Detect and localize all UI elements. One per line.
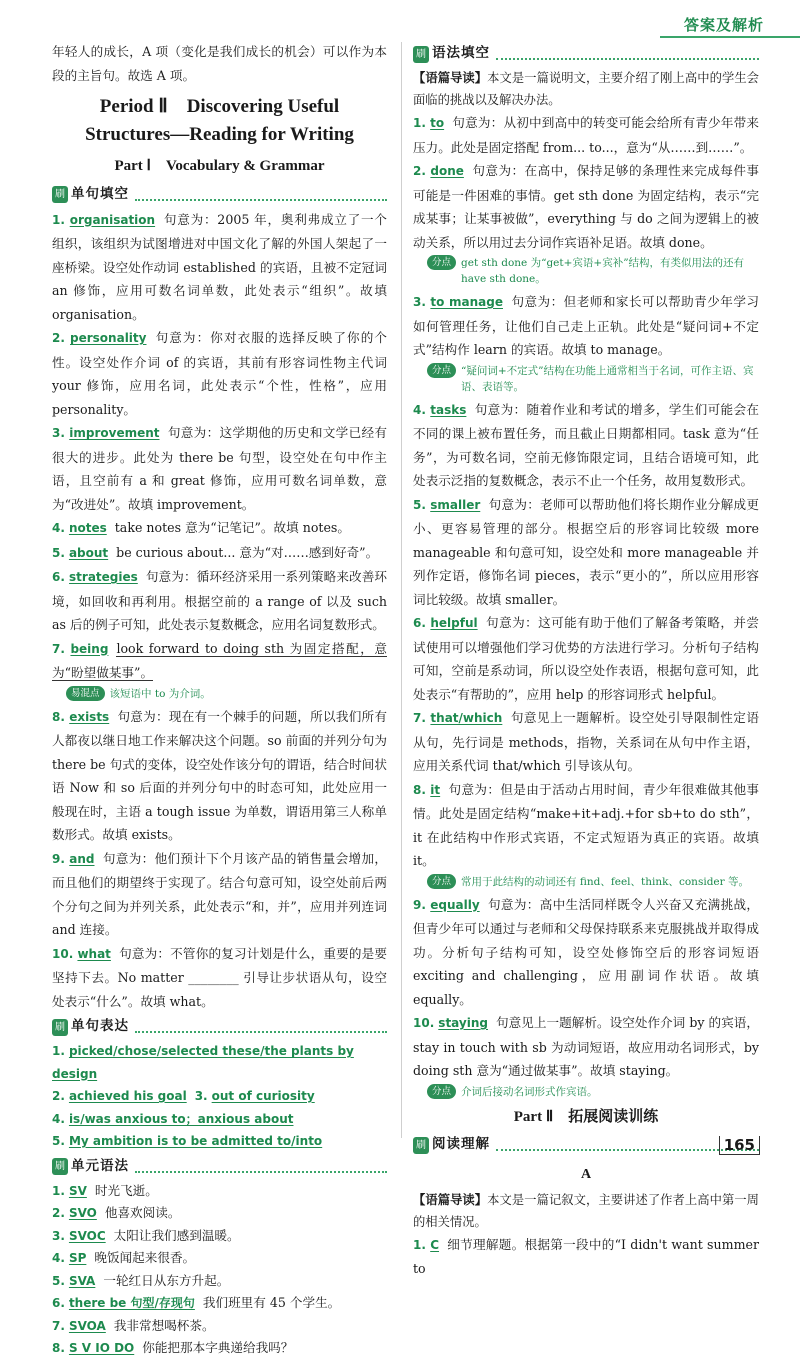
- item-number: 3.: [52, 1228, 65, 1243]
- section-title: 语法填空: [432, 45, 490, 62]
- dotted-rule: [135, 1021, 387, 1033]
- tip-note: 分点 介词后接动名词形式作宾语。: [427, 1084, 759, 1100]
- item-number: 6.: [52, 570, 65, 584]
- period-title-line1: Period Ⅱ Discovering Useful: [99, 96, 340, 117]
- item-text: 句意为：循环经济采用一系列策略来改善环境，如回收和再利用。根据空前的 a range of 以及 such as 后的例子可知，此处表示复数概念，应用名词复数形式。: [52, 569, 387, 632]
- answer: helpful: [430, 616, 478, 630]
- answer: there be 句型/存现句: [68, 1296, 195, 1310]
- item-number: 2.: [52, 1206, 65, 1220]
- banner-title: 答案及解析: [683, 16, 764, 34]
- section-fill-blank: [52, 183, 387, 207]
- answer: SVA: [68, 1273, 96, 1288]
- item-number: 7.: [413, 711, 426, 725]
- item-text: 你能把那本字典递给我吗？: [142, 1340, 294, 1355]
- item-text: take notes 意为“记笔记”。故填 notes。: [114, 520, 350, 535]
- answer: exists: [69, 709, 110, 724]
- item-number: 8.: [52, 1341, 65, 1355]
- answer: SVOC: [68, 1228, 106, 1243]
- item-text: 句意为：他们预计下个月该产品的销售量会增加，而且他们的期望终于实现了。结合句意可知，设空处前后两个分句之间为并列关系，此处表示“和，并”，应用并列连词 and 连接。: [52, 850, 387, 937]
- list-item: [52, 516, 387, 541]
- item-number: 5.: [413, 497, 426, 512]
- list-item: [52, 1202, 387, 1225]
- list-item: [52, 326, 387, 421]
- item-text: 句意为：现在有一个棘手的问题，所以我们所有人都夜以继日地工作来解决这个问题。so 前面的并列分句为 there be 句式的变体，设空处作该分句的谓语，结合时间状语 Now 和 so 后面的并列分句中的时态可知，此处应用一般现在时，主语 a tough issue 为单数，谓语用第三人称单数形式。故填 exists。: [52, 708, 387, 842]
- answer: about: [68, 545, 109, 560]
- answer: smaller: [430, 497, 481, 512]
- part2-title: Part Ⅱ 拓展阅读训练: [513, 1108, 659, 1125]
- item-text: 句意为：不管你的复习计划是什么，重要的是要坚持下去。No matter ________ 引导让步状语从句，设空处表示“什么”。故填 what。: [52, 945, 387, 1009]
- list-item: [52, 705, 387, 847]
- item-text: 晚饭闻起来很香。: [94, 1250, 196, 1265]
- list-item: 4. is/was anxious to；anxious about: [52, 1111, 294, 1126]
- column-divider: [401, 42, 402, 1138]
- list-item: 1. to 句意为：从初中到高中的转变可能会给所有青少年带来压力。此处是固定搭配 from... to...，意为“从……到……”。: [413, 115, 759, 155]
- brush-icon: 刷: [52, 186, 68, 203]
- right-column: [413, 40, 759, 1281]
- answer: that/which: [430, 711, 503, 725]
- item-text: 他喜欢阅读。: [104, 1205, 181, 1220]
- passage-guide: 【语篇导读】本文是一篇说明文，主要介绍了刚上高中的学生会面临的挑战以及解决办法。: [413, 71, 759, 107]
- list-item: [52, 421, 387, 516]
- brush-icon: 刷: [413, 46, 429, 63]
- dotted-rule: [496, 48, 759, 60]
- part1-title: Part Ⅰ Vocabulary & Grammar: [114, 158, 325, 174]
- answer: being: [70, 641, 109, 656]
- tip-text: 该短语中 to 为介词。: [109, 687, 211, 700]
- item-number: 3.: [52, 426, 65, 440]
- list-item: 9. equally 句意为：高中生活同样既令人兴奋又充满挑战，但青少年可以通过与老师和父母保持联系来克服挑战并取得成功。分析句子结构可知，设空处修饰空后的形容词短语 exciting and challenging，应用副词作状语。故填 equally。: [413, 896, 760, 1007]
- item-text: 一轮红日从东方升起。: [103, 1272, 230, 1288]
- section-title: 单句表达: [71, 1018, 129, 1035]
- item-text: 句意为：这学期他的历史和文学已经有很大的进步。此处为 there be 句型，设空处在句中作主语，且空前有 a 和 great 修饰，应用可数名词单数，意为“改进处”。故填 improvement。: [52, 425, 387, 512]
- intro-text: 年轻人的成长，A 项（变化是我们成长的机会）可以作为本段的主旨句。故选 A 项。: [52, 44, 387, 83]
- brush-icon: 刷: [413, 1137, 429, 1154]
- list-item: [52, 208, 387, 327]
- answer: notes: [68, 521, 107, 535]
- list-item: 1. picked/chose/selected these/the plants by design: [52, 1044, 354, 1081]
- list-item: [413, 398, 759, 493]
- section-reading: [413, 1133, 759, 1157]
- answer: improvement: [69, 426, 160, 440]
- item-number: 4.: [52, 1251, 65, 1265]
- item-text: 我们班里有 45 个学生。: [202, 1295, 341, 1310]
- list-item: 10. staying 句意见上一题解析。设空处作介词 by 的宾语，stay in touch with sb 为动词短语，故应用动名词形式，by doing sth 意为“通过做某事”。故填 staying。: [413, 1015, 759, 1078]
- item-text: 句意为：这可能有助于他们了解备考策略，并尝试使用可以增强他们学习优势的方法进行学习。分析句子结构可知，空前是系动词，所以设空处作表语，根据句意可知，此处表示“有帮助的”，应用 help 的形容词形式 helpful。: [413, 615, 759, 702]
- tip-note: [66, 686, 387, 702]
- item-number: 8.: [52, 709, 65, 724]
- answer: SVOA: [68, 1318, 106, 1333]
- list-item: [52, 541, 387, 566]
- list-item: [52, 1292, 387, 1315]
- item-number: 1.: [52, 212, 65, 227]
- list-item: [52, 847, 387, 942]
- period-title-line2: Structures—Reading for Writing: [85, 124, 354, 145]
- list-item: [52, 565, 387, 637]
- left-column: [52, 40, 387, 1360]
- item-text: 句意见上一题解析。设空处引导限制性定语从句，先行词是 methods，指物，关系词在从句中作主语，应用关系代词 that/which 引导该从句。: [413, 710, 759, 773]
- answer: and: [69, 851, 95, 866]
- item-number: 4.: [413, 402, 426, 417]
- dotted-rule: [135, 1161, 387, 1173]
- item-number: 10.: [52, 946, 74, 961]
- item-number: 1.: [52, 1183, 65, 1198]
- list-item: 8. it 句意为：但是由于活动占用时间，青少年很难做其他事情。此处是固定结构“make+it+adj.+for sb+to do sth”，it 在此结构中作形式宾语，不定式短语为真正的宾语。故填 it。: [413, 781, 760, 868]
- page-number: 165: [719, 1136, 760, 1155]
- list-item: 7. being look forward to doing sth 为固定搭配，意为“盼望做某事”。: [52, 640, 387, 680]
- tip-note: 分点 “疑问词+不定式”结构在功能上通常相当于名词，可作主语、宾语、表语等。: [427, 363, 759, 395]
- item-text: 句意为：你对衣服的选择反映了你的个性。设空处作介词 of 的宾语，其前有形容词性物主代词 your 修饰，应用名词，此处表示“个性，性格”，应用 personality。: [52, 330, 387, 417]
- list-item: [52, 1270, 387, 1293]
- item-number: 7.: [52, 1318, 65, 1333]
- section-grammar-fill: [413, 42, 759, 66]
- list-item: [52, 1247, 387, 1270]
- passage-label: A: [580, 1167, 592, 1182]
- item-number: 4.: [52, 521, 65, 535]
- answer: organisation: [69, 212, 156, 227]
- item-text: 我非常想喝杯茶。: [113, 1317, 215, 1333]
- item-number: 5.: [52, 1273, 65, 1288]
- answer: strategies: [69, 570, 138, 584]
- brush-icon: 刷: [52, 1158, 68, 1175]
- tip-note: 分点 常用于此结构的动词还有 find、feel、think、consider 等。: [427, 874, 759, 890]
- list-item: 2. done 句意为：在高中，保持足够的条理性来完成每件事可能是一件困难的事情。get sth done 为固定结构，表示“完成某事；让某事被做”，everything 与 do 之间为逻辑上的被动关系，所以用过去分词作宾语补足语。故填 done。: [413, 163, 759, 250]
- item-number: 6.: [52, 1296, 65, 1310]
- list-item: [52, 1337, 387, 1360]
- top-banner: [660, 8, 800, 38]
- list-item: [52, 1315, 387, 1338]
- answer: SP: [68, 1251, 87, 1265]
- item-text: 句意为：2005 年，奥利弗成立了一个组织，该组织为试图增进对中国文化了解的外国人架起了一座桥梁。设空处作动词 established 的宾语，且被不定冠词 an 修饰，应用可数名词单数，此处表示“组织”。故填 organisation。: [52, 211, 387, 322]
- item-number: 2.: [52, 331, 65, 345]
- item-text: 太阳让我们感到温暖。: [113, 1227, 240, 1243]
- item-text: be curious about... 意为“对……感到好奇”。: [116, 544, 379, 560]
- list-item: 3. to manage 句意为：但老师和家长可以帮助青少年学习如何管理任务，让他们自己走上正轨。此处是“疑问词+不定式”结构作 learn 的宾语。故填 to manage。: [413, 294, 759, 357]
- item-number: 6.: [413, 616, 426, 630]
- answer: what: [77, 946, 111, 961]
- answer: SV: [68, 1183, 87, 1198]
- section-title: 单句填空: [71, 185, 129, 202]
- list-item: 5. My ambition is to be admitted to/into: [52, 1134, 323, 1148]
- item-text: 句意为：随着作业和考试的增多，学生们可能会在不同的课上被布置任务，而且截止日期都相同。task 意为“任务”，为可数名词，空前无修饰限定词，且结合语境可知，此处表示泛指的复数概念，表示不止一个任务，故用复数形式。: [413, 401, 760, 488]
- list-item: 2. achieved his goal 3. out of curiosity: [52, 1089, 315, 1103]
- answer: SVO: [68, 1206, 97, 1220]
- answer: S V IO DO: [68, 1341, 135, 1355]
- answer: tasks: [430, 402, 467, 417]
- section-title: 单元语法: [71, 1157, 129, 1174]
- section-expression: [52, 1015, 387, 1039]
- section-grammar: [52, 1155, 387, 1179]
- item-number: 9.: [52, 851, 65, 866]
- list-item: [52, 1225, 387, 1248]
- tip-note: 分点 get sth done 为“get+宾语+宾补”结构，有类似用法的还有 have sth done。: [427, 255, 759, 287]
- brush-icon: 刷: [52, 1019, 68, 1036]
- item-text: 句意为：老师可以帮助他们将长期作业分解成更小、更容易管理的部分。根据空后的形容词比较级 more manageable 和句意可知，设空处和 more manageable 并列作定语，修饰名词 pieces，表示“更小的”，所以应用形容词比较级。故填 smaller。: [413, 496, 759, 607]
- item-text: look forward to doing sth 为固定搭配，意为“盼望做某事”。: [52, 640, 387, 680]
- tip-badge: 易混点: [66, 686, 105, 701]
- list-item: [413, 611, 759, 706]
- answer: personality: [70, 331, 147, 345]
- passage-guide: 【语篇导读】本文是一篇记叙文，主要讲述了作者上高中第一周的相关情况。: [413, 1192, 759, 1229]
- list-item: 1. C 细节理解题。根据第一段中的“I didn't want summer to: [413, 1236, 759, 1276]
- list-item: [413, 706, 759, 778]
- list-item: [413, 493, 759, 612]
- item-text: 时光飞逝。: [94, 1182, 158, 1198]
- section-title: 阅读理解: [432, 1136, 490, 1153]
- dotted-rule: [135, 189, 387, 201]
- list-item: [52, 942, 387, 1014]
- list-item: [52, 1180, 387, 1203]
- item-number: 5.: [52, 545, 65, 560]
